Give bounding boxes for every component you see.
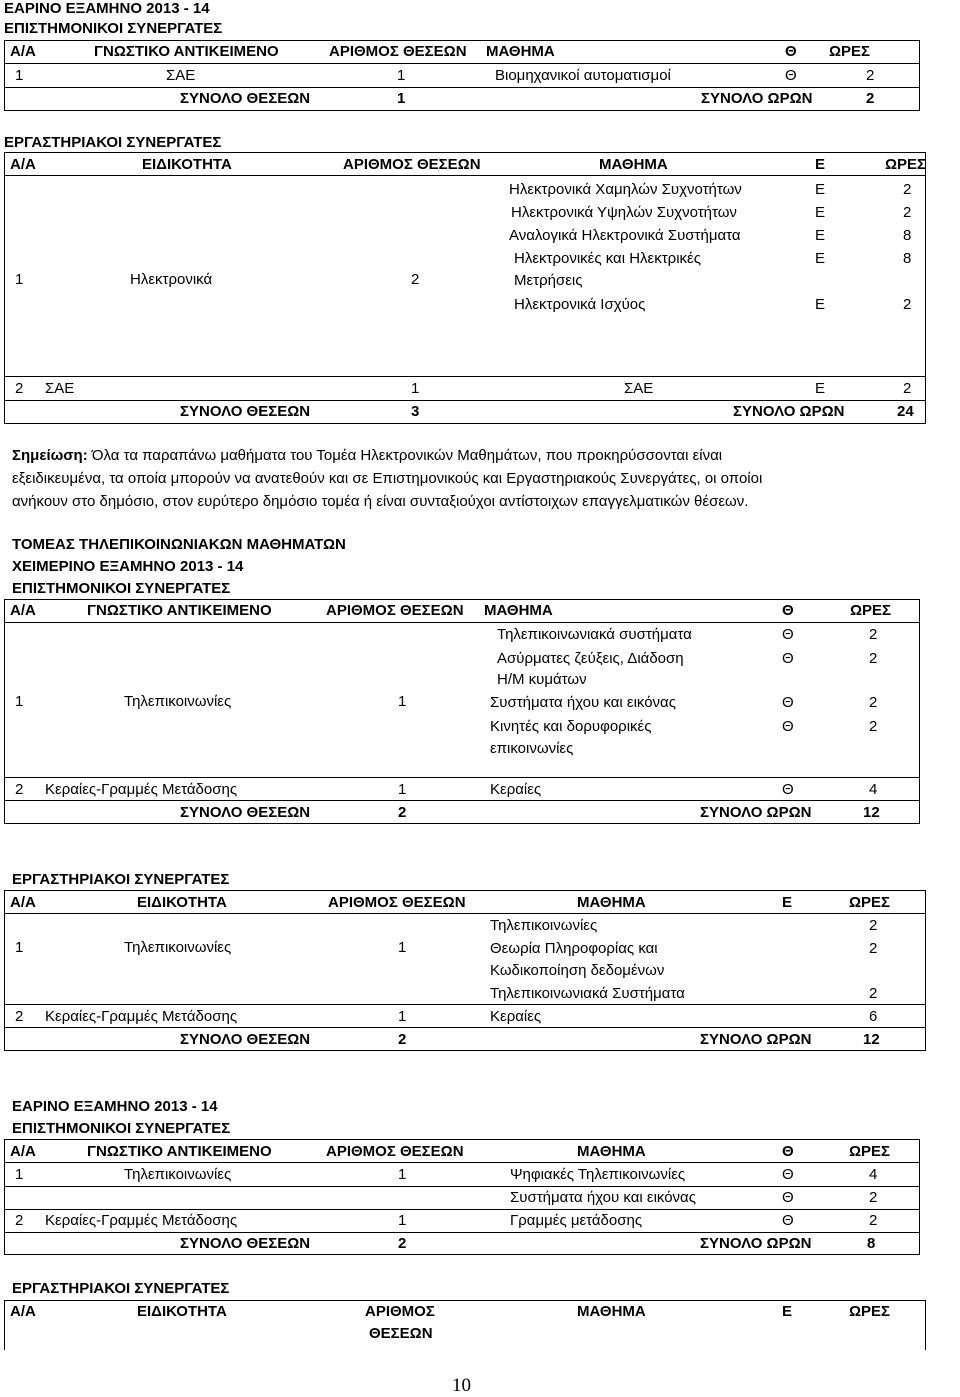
total-label: ΣΥΝΟΛΟ ΩΡΩΝ: [733, 403, 845, 420]
section-subtitle: ΕΠΙΣΤΗΜΟΝΙΚΟΙ ΣΥΝΕΡΓΑΤΕΣ: [4, 20, 223, 37]
course-hours: 2: [903, 204, 912, 221]
section-subtitle: ΕΡΓΑΣΤΗΡΙΑΚΟΙ ΣΥΝΕΡΓΑΤΕΣ: [12, 1280, 230, 1297]
total-value: 8: [867, 1235, 876, 1252]
col-header: Θ: [785, 43, 797, 60]
col-header: ΜΑΘΗΜΑ: [599, 156, 668, 173]
col-header: Ε: [782, 1303, 793, 1320]
course-name: Αναλογικά Ηλεκτρονικά Συστήματα: [509, 227, 741, 244]
table-cell: 1: [398, 1166, 407, 1183]
section-subtitle: ΕΠΙΣΤΗΜΟΝΙΚΟΙ ΣΥΝΕΡΓΑΤΕΣ: [12, 1120, 231, 1137]
col-header: ΑΡΙΘΜΟΣ ΘΕΣΕΩΝ: [329, 43, 467, 60]
table-cell: ΣΑΕ: [45, 380, 75, 397]
course-type: Ε: [815, 227, 826, 244]
table-cell: Γραμμές μετάδοσης: [510, 1212, 643, 1229]
course-type: Ε: [815, 250, 826, 267]
table-cell: Κεραίες: [490, 781, 542, 798]
total-value: 1: [397, 90, 406, 107]
course-name: Ηλεκτρονικά Ισχύος: [514, 296, 646, 313]
table-cell: 6: [869, 1008, 878, 1025]
table-cell: Τηλεπικοινωνίες: [124, 939, 232, 956]
col-header: Α/Α: [10, 894, 36, 911]
col-header: ΑΡΙΘΜΟΣ ΘΕΣΕΩΝ: [328, 894, 466, 911]
col-header: ΑΡΙΘΜΟΣ ΘΕΣΕΩΝ: [326, 602, 464, 619]
table-cell: Κεραίες-Γραμμές Μετάδοσης: [45, 781, 238, 798]
course-name: Κινητές και δορυφορικές: [490, 718, 652, 735]
course-type: Ε: [815, 296, 826, 313]
col-header: ΑΡΙΘΜΟΣ: [365, 1303, 435, 1320]
course-name: Μετρήσεις: [514, 272, 583, 289]
table-cell: 4: [869, 1166, 878, 1183]
total-label: ΣΥΝΟΛΟ ΘΕΣΕΩΝ: [180, 403, 311, 420]
table-cell: Ψηφιακές Τηλεπικοινωνίες: [510, 1166, 686, 1183]
semester-title: ΧΕΙΜΕΡΙΝΟ ΕΞΑΜΗΝΟ 2013 - 14: [12, 558, 244, 575]
course-hours: 2: [869, 626, 878, 643]
total-label: ΣΥΝΟΛΟ ΘΕΣΕΩΝ: [180, 1031, 311, 1048]
col-header: Θ: [782, 1143, 794, 1160]
col-header: ΩΡΕΣ: [849, 1303, 891, 1320]
course-name: επικοινωνίες: [490, 740, 574, 757]
table-cell: Θ: [782, 1212, 794, 1229]
course-name: Ηλεκτρονικά Υψηλών Συχνοτήτων: [511, 204, 737, 221]
section-subtitle: ΕΠΙΣΤΗΜΟΝΙΚΟΙ ΣΥΝΕΡΓΑΤΕΣ: [12, 580, 231, 597]
table-cell: 4: [869, 781, 878, 798]
page-number: 10: [452, 1375, 471, 1396]
table-cell: 1: [398, 693, 407, 710]
total-value: 12: [863, 804, 880, 821]
table-cell: 1: [398, 1008, 407, 1025]
col-header: Ε: [782, 894, 793, 911]
table-cell: Τηλεπικοινωνίες: [124, 1166, 232, 1183]
col-header: Α/Α: [10, 43, 36, 60]
table-cell: 2: [869, 1212, 878, 1229]
table-cell: Τηλεπικοινωνίες: [124, 693, 232, 710]
department-title: ΤΟΜΕΑΣ ΤΗΛΕΠΙΚΟΙΝΩΝΙΑΚΩΝ ΜΑΘΗΜΑΤΩΝ: [12, 536, 346, 553]
course-name: Τηλεπικοινωνιακά Συστήματα: [490, 985, 685, 1002]
table-cell: 1: [15, 693, 24, 710]
note-label: Σημείωση:: [12, 447, 88, 464]
total-label: ΣΥΝΟΛΟ ΩΡΩΝ: [700, 1235, 812, 1252]
course-type: Θ: [782, 626, 794, 643]
table-cell: 1: [15, 1166, 24, 1183]
note-text: Όλα τα παραπάνω μαθήματα του Τομέα Ηλεκτρονικών Μαθημάτων, που προκηρύσσονται είναι: [91, 447, 723, 464]
table-cell: Κεραίες: [490, 1008, 542, 1025]
course-name: Ηλεκτρονικά Χαμηλών Συχνοτήτων: [509, 181, 742, 198]
table-cell: Θ: [785, 67, 797, 84]
table-cell: 2: [866, 67, 875, 84]
col-header: Α/Α: [10, 156, 36, 173]
table-cell: 1: [398, 1212, 407, 1229]
col-header: ΩΡΕΣ: [829, 43, 871, 60]
col-header: ΩΡΕΣ: [885, 156, 927, 173]
total-label: ΣΥΝΟΛΟ ΘΕΣΕΩΝ: [180, 90, 311, 107]
table-cell: ΣΑΕ: [166, 67, 196, 84]
total-value: 2: [398, 804, 407, 821]
table-cell: 2: [903, 380, 912, 397]
table-cell: Θ: [782, 1189, 794, 1206]
col-header: ΜΑΘΗΜΑ: [577, 1303, 646, 1320]
table-cell: Ηλεκτρονικά: [130, 271, 213, 288]
table-cell: 2: [15, 380, 24, 397]
course-name: Ασύρματες ζεύξεις, Διάδοση: [497, 650, 684, 667]
course-type: Ε: [815, 181, 826, 198]
col-header: ΜΑΘΗΜΑ: [486, 43, 555, 60]
total-value: 12: [863, 1031, 880, 1048]
col-header: Ε: [815, 156, 826, 173]
total-label: ΣΥΝΟΛΟ ΩΡΩΝ: [701, 90, 813, 107]
course-name: Η/Μ κυμάτων: [497, 671, 587, 688]
col-header: ΩΡΕΣ: [849, 1143, 891, 1160]
total-value: 3: [411, 403, 420, 420]
table-cell: 2: [411, 271, 420, 288]
col-header: ΕΙΔΙΚΟΤΗΤΑ: [137, 1303, 227, 1320]
table-cell: 1: [15, 939, 24, 956]
course-name: Τηλεπικοινωνιακά συστήματα: [497, 626, 692, 643]
col-header: Α/Α: [10, 602, 36, 619]
total-label: ΣΥΝΟΛΟ ΘΕΣΕΩΝ: [180, 1235, 311, 1252]
total-value: 24: [897, 403, 914, 420]
course-hours: 8: [903, 227, 912, 244]
course-hours: 2: [869, 718, 878, 735]
table-cell: 1: [397, 67, 406, 84]
total-label: ΣΥΝΟΛΟ ΩΡΩΝ: [700, 804, 812, 821]
total-value: 2: [866, 90, 875, 107]
table-cell: Θ: [782, 781, 794, 798]
course-hours: 2: [869, 985, 878, 1002]
col-header: Α/Α: [10, 1303, 36, 1320]
course-name: Συστήματα ήχου και εικόνας: [490, 694, 676, 711]
semester-title: ΕΑΡΙΝΟ ΕΞΑΜΗΝΟ 2013 - 14: [12, 1098, 218, 1115]
course-type: Θ: [782, 694, 794, 711]
col-header: ΜΑΘΗΜΑ: [577, 1143, 646, 1160]
course-type: Ε: [815, 204, 826, 221]
table-cell: 2: [15, 781, 24, 798]
section-subtitle: ΕΡΓΑΣΤΗΡΙΑΚΟΙ ΣΥΝΕΡΓΑΤΕΣ: [12, 871, 230, 888]
course-hours: 2: [869, 694, 878, 711]
table-cell: 1: [398, 939, 407, 956]
course-name: Θεωρία Πληροφορίας και: [490, 940, 658, 957]
total-label: ΣΥΝΟΛΟ ΘΕΣΕΩΝ: [180, 804, 311, 821]
col-header: ΓΝΩΣΤΙΚΟ ΑΝΤΙΚΕΙΜΕΝΟ: [87, 1143, 272, 1160]
table-cell: Βιομηχανικοί αυτοματισμοί: [495, 67, 671, 84]
col-header: ΩΡΕΣ: [850, 602, 892, 619]
col-header: ΘΕΣΕΩΝ: [369, 1325, 433, 1342]
table-cell: 1: [398, 781, 407, 798]
col-header: ΜΑΘΗΜΑ: [484, 602, 553, 619]
table-cell: ΣΑΕ: [624, 380, 654, 397]
section-subtitle: ΕΡΓΑΣΤΗΡΙΑΚΟΙ ΣΥΝΕΡΓΑΤΕΣ: [4, 134, 222, 151]
col-header: ΑΡΙΘΜΟΣ ΘΕΣΕΩΝ: [326, 1143, 464, 1160]
course-hours: 2: [869, 917, 878, 934]
course-hours: 2: [869, 650, 878, 667]
course-hours: 2: [869, 940, 878, 957]
note-line-2: εξειδικευμένα, τα οποία μπορούν να ανατεθούν και σε Επιστημονικούς και Εργαστηριακούς Συνεργάτες, οι οποίοι: [12, 470, 763, 487]
course-name: Κωδικοποίηση δεδομένων: [490, 962, 665, 979]
col-header: ΑΡΙΘΜΟΣ ΘΕΣΕΩΝ: [343, 156, 481, 173]
course-hours: 2: [903, 296, 912, 313]
table-cell: Κεραίες-Γραμμές Μετάδοσης: [45, 1212, 238, 1229]
note-line-1: [12, 447, 722, 465]
table-cell: 2: [869, 1189, 878, 1206]
course-name: Τηλεπικοινωνίες: [490, 917, 598, 934]
course-name: Ηλεκτρονικές και Ηλεκτρικές: [514, 250, 701, 267]
note-line-3: ανήκουν στο δημόσιο, στον ευρύτερο δημόσιο τομέα ή είναι συνταξιούχοι αντίστοιχων επαγγελματικών θέσεων.: [12, 493, 749, 510]
table-cell: Θ: [782, 1166, 794, 1183]
table-cell: Κεραίες-Γραμμές Μετάδοσης: [45, 1008, 238, 1025]
total-value: 2: [398, 1031, 407, 1048]
table-cell: 2: [15, 1212, 24, 1229]
col-header: ΩΡΕΣ: [849, 894, 891, 911]
col-header: ΓΝΩΣΤΙΚΟ ΑΝΤΙΚΕΙΜΕΝΟ: [94, 43, 279, 60]
table-cell: 1: [411, 380, 420, 397]
course-hours: 8: [903, 250, 912, 267]
course-hours: 2: [903, 181, 912, 198]
semester-title: ΕΑΡΙΝΟ ΕΞΑΜΗΝΟ 2013 - 14: [4, 0, 210, 17]
col-header: ΕΙΔΙΚΟΤΗΤΑ: [142, 156, 232, 173]
table-cell: Ε: [815, 380, 826, 397]
table-cell: Συστήματα ήχου και εικόνας: [510, 1189, 696, 1206]
course-type: Θ: [782, 718, 794, 735]
total-label: ΣΥΝΟΛΟ ΩΡΩΝ: [700, 1031, 812, 1048]
col-header: ΜΑΘΗΜΑ: [577, 894, 646, 911]
table-cell: 1: [15, 67, 24, 84]
course-type: Θ: [782, 650, 794, 667]
col-header: Θ: [782, 602, 794, 619]
table-cell: 2: [15, 1008, 24, 1025]
table-cell: 1: [15, 271, 24, 288]
col-header: Α/Α: [10, 1143, 36, 1160]
col-header: ΓΝΩΣΤΙΚΟ ΑΝΤΙΚΕΙΜΕΝΟ: [87, 602, 272, 619]
col-header: ΕΙΔΙΚΟΤΗΤΑ: [137, 894, 227, 911]
total-value: 2: [398, 1235, 407, 1252]
